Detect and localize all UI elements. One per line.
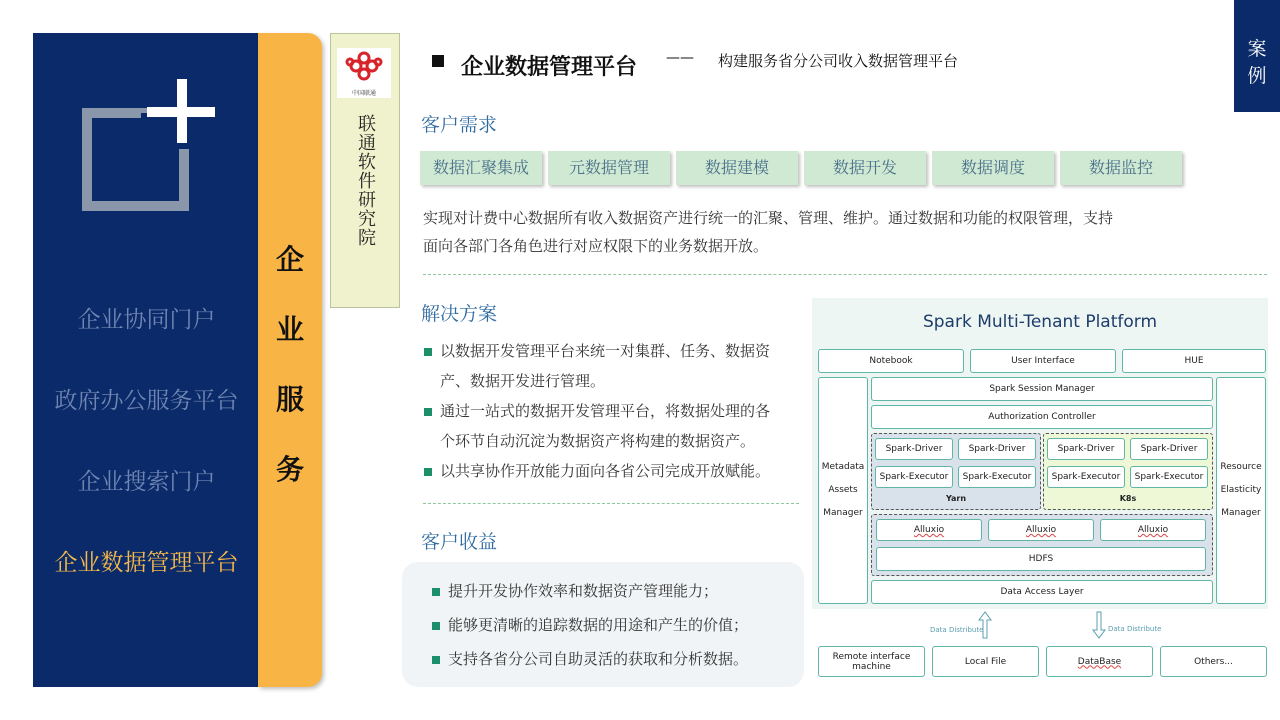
- case-badge-char: 例: [1247, 65, 1267, 87]
- unicom-card: [330, 33, 400, 308]
- solution-title: 解决方案: [421, 303, 498, 325]
- requirement-tag: 数据开发: [804, 151, 926, 185]
- strip-char: 企: [275, 243, 304, 276]
- bullet-icon: [432, 588, 440, 596]
- benefits-list: [432, 574, 748, 676]
- hdfs-box: HDFS: [876, 547, 1206, 571]
- unicom-logo: [337, 48, 391, 98]
- flow-label: Data Distribute: [1108, 625, 1162, 633]
- requirement-tag: 数据建模: [676, 151, 798, 185]
- list-item: [424, 456, 804, 486]
- notebook-box: Notebook: [818, 349, 964, 373]
- box-label: Manager: [823, 508, 863, 518]
- bullet-icon: [424, 348, 432, 356]
- nav-item-data-platform[interactable]: 企业数据管理平台: [54, 550, 239, 576]
- benefits-panel: [402, 562, 804, 687]
- box-label: Metadata: [821, 462, 865, 472]
- box-label: Alluxio: [913, 525, 945, 535]
- hue-box: HUE: [1122, 349, 1266, 373]
- requirement-tag: 元数据管理: [548, 151, 670, 185]
- list-item-text: 以共享协作开放能力面向各省公司完成开放赋能。: [440, 462, 771, 480]
- arrow-down-icon: [1092, 611, 1106, 639]
- list-item: [432, 608, 748, 642]
- bullet-icon: [432, 622, 440, 630]
- resource-manager-box: [1216, 377, 1266, 604]
- left-nav-panel: [33, 33, 260, 687]
- yarn-group: [871, 433, 1041, 510]
- unicom-logo-caption: 中国联通: [351, 90, 376, 97]
- arrow-up-icon: [978, 611, 992, 639]
- list-item: [424, 396, 804, 426]
- requirement-tag: 数据监控: [1060, 151, 1182, 185]
- list-item-continued: 个环节自动沉淀为数据资产将构建的数据资产。: [440, 432, 756, 450]
- source-remote-box: Remote interface machine: [818, 646, 925, 677]
- source-database-box: [1046, 646, 1153, 677]
- box-label: Elasticity: [1220, 485, 1262, 495]
- title-dash: ——: [666, 50, 694, 66]
- alluxio-box: [988, 519, 1094, 541]
- spark-executor-box: Spark-Executor: [1047, 466, 1125, 488]
- unicom-knot-icon: [337, 48, 391, 84]
- unicom-institute-name: 联通软件研究院: [355, 114, 376, 247]
- section-divider: [423, 503, 799, 504]
- storage-group: [871, 514, 1213, 576]
- list-item-text: 通过一站式的数据开发管理平台，将数据处理的各: [440, 402, 771, 420]
- box-label: Manager: [1221, 508, 1261, 518]
- diagram-title: Spark Multi-Tenant Platform: [922, 312, 1158, 332]
- box-label: Assets: [828, 485, 858, 495]
- list-item: [432, 574, 748, 608]
- requirements-title: 客户需求: [421, 114, 498, 136]
- bullet-icon: [424, 468, 432, 476]
- list-item-text: 支持各省分公司自助灵活的获取和分析数据。: [448, 650, 749, 668]
- list-item: [432, 642, 748, 676]
- spark-driver-box: Spark-Driver: [875, 438, 953, 460]
- spark-executor-box: Spark-Executor: [875, 466, 953, 488]
- solution-list: [424, 336, 804, 486]
- case-badge: [1234, 0, 1280, 112]
- requirement-tag: 数据调度: [932, 151, 1054, 185]
- strip-char: 业: [275, 313, 304, 346]
- authorization-box: Authorization Controller: [871, 405, 1213, 429]
- session-manager-box: Spark Session Manager: [871, 377, 1213, 401]
- spark-executor-box: Spark-Executor: [958, 466, 1036, 488]
- alluxio-box: [876, 519, 982, 541]
- box-label: Alluxio: [1137, 525, 1169, 535]
- source-others-box: Others...: [1160, 646, 1267, 677]
- bullet-icon: [424, 408, 432, 416]
- k8s-label: K8s: [1119, 494, 1137, 503]
- list-item-text: 能够更清晰的追踪数据的用途和产生的价值；: [448, 616, 749, 634]
- box-label: Alluxio: [1025, 525, 1057, 535]
- alluxio-box: [1100, 519, 1206, 541]
- list-item-text: 提升开发协作效率和数据资产管理能力；: [448, 582, 719, 600]
- nav-item-search-portal[interactable]: 企业搜索门户: [77, 469, 216, 495]
- box-label: Resource: [1220, 462, 1262, 472]
- list-item-text: 以数据开发管理平台来统一对集群、任务、数据资: [440, 342, 771, 360]
- benefits-title: 客户收益: [421, 531, 498, 553]
- list-item: [424, 336, 804, 366]
- page-subtitle: 构建服务省分公司收入数据管理平台: [718, 52, 959, 70]
- requirements-text-line: 实现对计费中心数据所有收入数据资产进行统一的汇聚、管理、维护。通过数据和功能的权限管理，支持: [423, 209, 1114, 227]
- page-title: 企业数据管理平台: [461, 54, 638, 80]
- architecture-diagram: [812, 298, 1268, 609]
- list-item-continued: 产、数据开发进行管理。: [440, 372, 606, 390]
- box-label: DataBase: [1077, 656, 1122, 667]
- spark-executor-box: Spark-Executor: [1130, 466, 1208, 488]
- data-access-layer-box: Data Access Layer: [871, 580, 1213, 604]
- brand-square-plus-icon: [81, 77, 217, 217]
- requirements-text-line: 面向各部门各角色进行对应权限下的业务数据开放。: [423, 237, 769, 255]
- case-badge-char: 案: [1247, 38, 1267, 60]
- strip-char: 务: [275, 453, 304, 486]
- user-interface-box: User Interface: [970, 349, 1116, 373]
- spark-driver-box: Spark-Driver: [958, 438, 1036, 460]
- spark-driver-box: Spark-Driver: [1130, 438, 1208, 460]
- nav-item-gov-office[interactable]: 政府办公服务平台: [54, 388, 239, 414]
- section-divider: [423, 274, 1267, 275]
- title-bullet-icon: [432, 55, 444, 67]
- spark-driver-box: Spark-Driver: [1047, 438, 1125, 460]
- bullet-icon: [432, 656, 440, 664]
- nav-item-collab-portal[interactable]: 企业协同门户: [77, 307, 216, 333]
- yarn-label: Yarn: [945, 494, 967, 503]
- strip-char: 服: [275, 383, 304, 416]
- category-strip: [258, 33, 322, 687]
- k8s-group: [1043, 433, 1213, 510]
- flow-label: Data Distribute: [930, 626, 984, 634]
- requirement-tag: 数据汇聚集成: [420, 151, 542, 185]
- source-local-file-box: Local File: [932, 646, 1039, 677]
- metadata-manager-box: [818, 377, 868, 604]
